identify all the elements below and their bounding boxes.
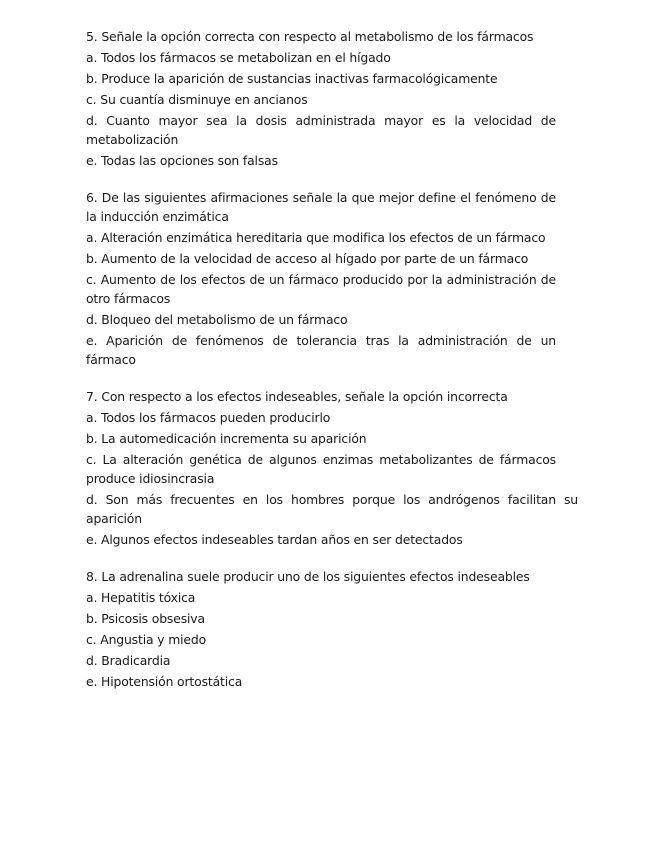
question-7-option-b: b. La automedicación incrementa su aparición	[86, 431, 367, 446]
question-7-option-e: e. Algunos efectos indeseables tardan años en ser detectados	[86, 532, 463, 547]
question-8-stem: La adrenalina suele producir uno de los siguientes efectos indeseables	[101, 569, 530, 584]
question-6-option-a: a. Alteración enzimática hereditaria que modifica los efectos de un fármaco	[86, 230, 546, 245]
question-7-number: 7.	[86, 389, 98, 404]
question-8-option-d: d. Bradicardia	[86, 653, 171, 668]
question-7-option-c: c. La alteración genética de algunos enzimas metabolizantes de fármacos produce idiosincrasia	[86, 452, 556, 486]
question-8-option-a: a. Hepatitis tóxica	[86, 590, 196, 605]
question-6-text	[86, 188, 556, 226]
question-6	[86, 188, 556, 369]
question-6-option-d: d. Bloqueo del metabolismo de un fármaco	[86, 312, 348, 327]
question-5-stem: Señale la opción correcta con respecto al metabolismo de los fármacos	[101, 29, 534, 44]
question-6-stem: De las siguientes afirmaciones señale la que mejor define el fenómeno de la inducción enzimática	[86, 190, 556, 224]
question-6-option-b: b. Aumento de la velocidad de acceso al hígado por parte de un fármaco	[86, 251, 529, 266]
question-7-stem: Con respecto a los efectos indeseables, señale la opción incorrecta	[101, 389, 508, 404]
question-8-option-e: e. Hipotensión ortostática	[86, 674, 243, 689]
question-5-number: 5.	[86, 29, 98, 44]
question-5-text	[86, 27, 556, 46]
question-8	[86, 567, 556, 691]
question-5-option-a: a. Todos los fármacos se metabolizan en el hígado	[86, 50, 391, 65]
question-7-option-a: a. Todos los fármacos pueden producirlo	[86, 410, 331, 425]
question-6-option-e: e. Aparición de fenómenos de tolerancia tras la administración de un fármaco	[86, 333, 556, 367]
question-8-option-c: c. Angustia y miedo	[86, 632, 207, 647]
question-5-option-e: e. Todas las opciones son falsas	[86, 153, 278, 168]
question-6-option-c: c. Aumento de los efectos de un fármaco producido por la administración de otro fármacos	[86, 272, 556, 306]
question-5-option-d: d. Cuanto mayor sea la dosis administrada mayor es la velocidad de metabolización	[86, 113, 556, 147]
question-7-option-d: d. Son más frecuentes en los hombres porque los andrógenos facilitan su aparición	[86, 492, 578, 526]
question-6-number: 6.	[86, 190, 98, 205]
question-7	[86, 387, 578, 549]
question-8-number: 8.	[86, 569, 98, 584]
exam-page	[86, 27, 578, 693]
question-8-option-b: b. Psicosis obsesiva	[86, 611, 205, 626]
question-5	[86, 27, 556, 170]
question-5-option-b: b. Produce la aparición de sustancias inactivas farmacológicamente	[86, 71, 498, 86]
question-5-option-c: c. Su cuantía disminuye en ancianos	[86, 92, 308, 107]
question-7-text	[86, 387, 556, 406]
question-8-text	[86, 567, 556, 586]
